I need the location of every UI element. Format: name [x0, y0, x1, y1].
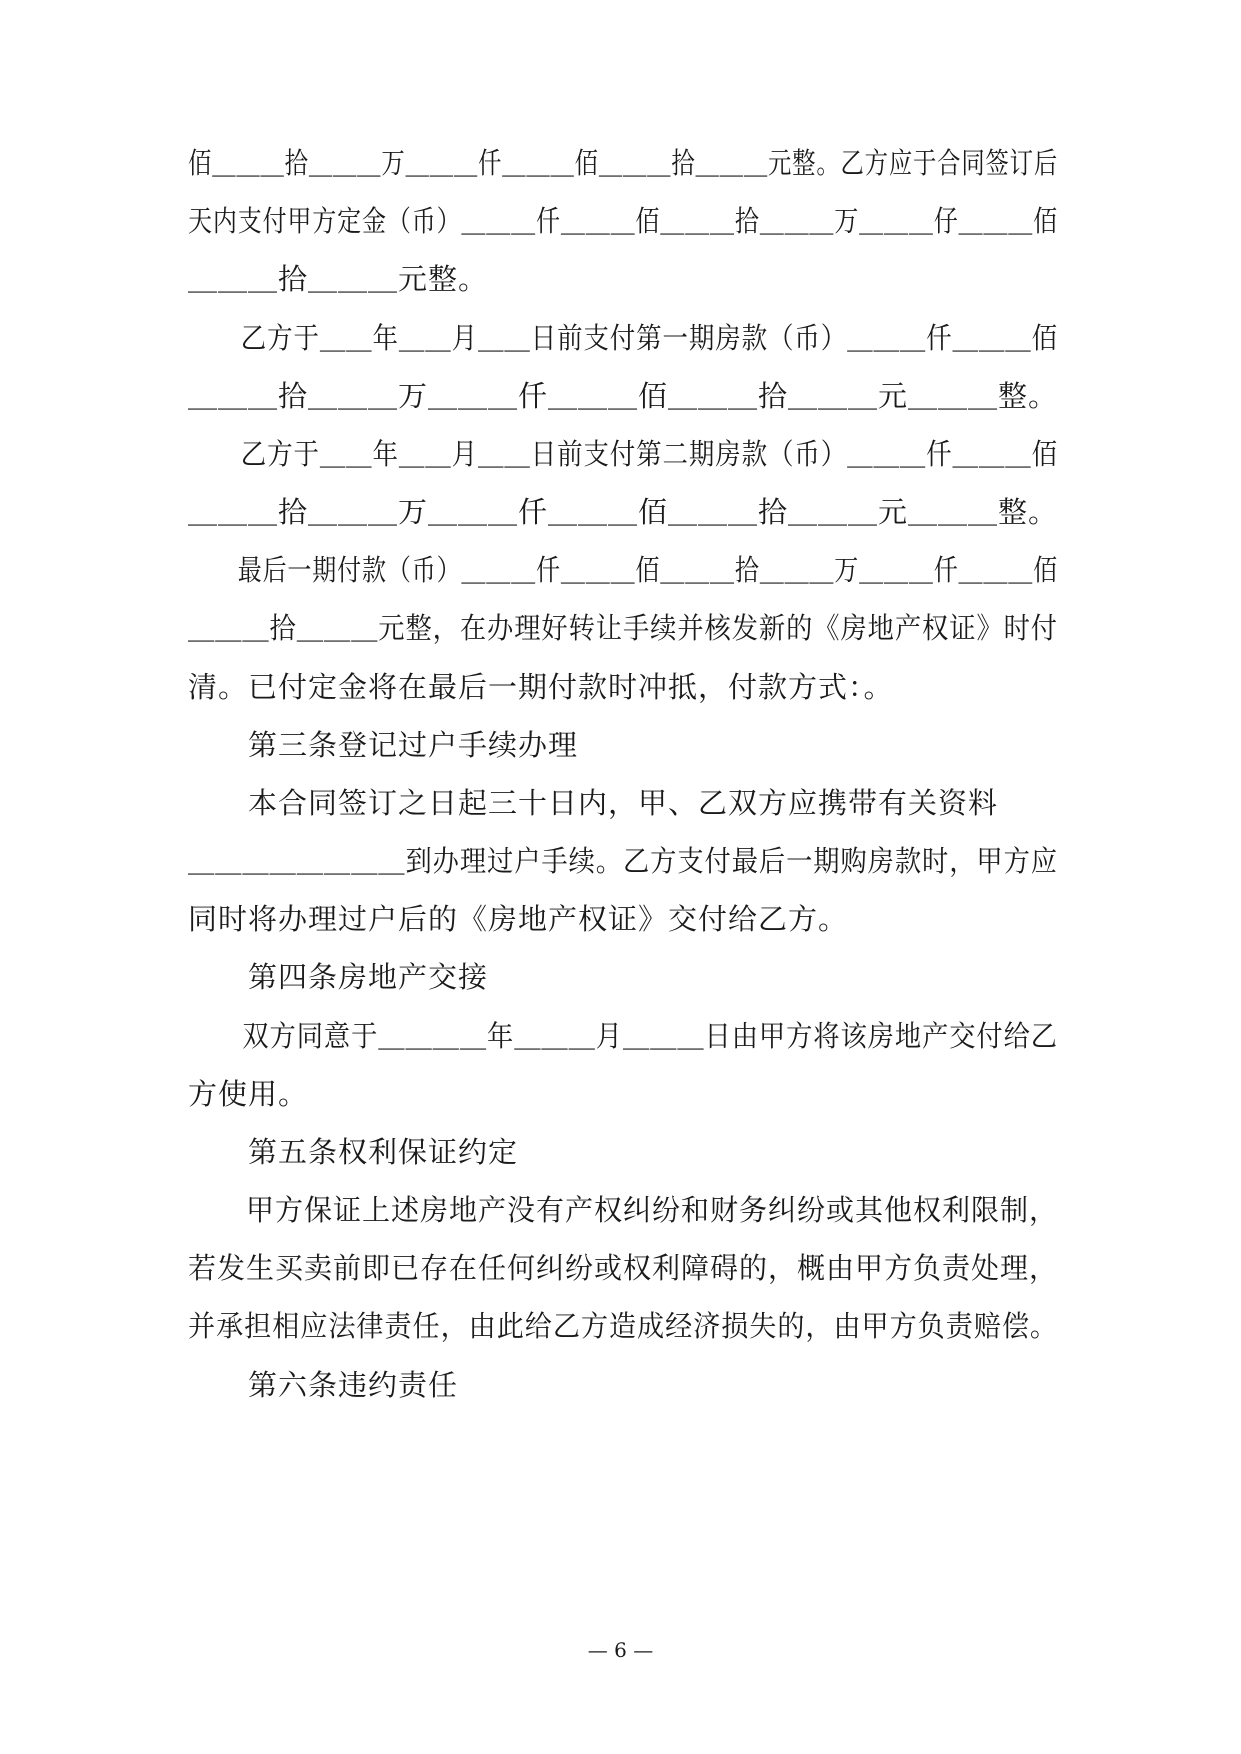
text-line: 佰＿＿＿拾＿＿＿万＿＿＿仟＿＿＿佰＿＿＿拾＿＿＿元整。乙方应于合同签订后: [188, 146, 1058, 180]
section-heading: 第三条登记过户手续办理: [188, 728, 579, 762]
text-line: 最后一期付款（币）＿＿＿仟＿＿＿佰＿＿＿拾＿＿＿万＿＿＿仟＿＿＿佰: [188, 553, 1058, 587]
text-line: ＿＿＿拾＿＿＿万＿＿＿仟＿＿＿佰＿＿＿拾＿＿＿元＿＿＿整。: [188, 495, 1058, 529]
text-line: 方使用。: [188, 1077, 309, 1111]
text-line: 双方同意于＿＿＿＿年＿＿＿月＿＿＿日由甲方将该房地产交付给乙: [188, 1019, 1058, 1053]
text-line: ＿＿＿＿＿＿＿＿到办理过户手续。乙方支付最后一期购房款时，甲方应: [188, 844, 1058, 878]
section-heading: 第六条违约责任: [188, 1368, 459, 1402]
text-line: 并承担相应法律责任，由此给乙方造成经济损失的，由甲方负责赔偿。: [188, 1309, 1058, 1343]
section-heading: 第五条权利保证约定: [188, 1135, 519, 1169]
text-line: 若发生买卖前即已存在任何纠纷或权利障碍的，概由甲方负责处理，: [188, 1251, 1058, 1285]
section-heading: 第四条房地产交接: [188, 960, 489, 994]
text-line: 天内支付甲方定金（币）＿＿＿仟＿＿＿佰＿＿＿拾＿＿＿万＿＿＿仔＿＿＿佰: [188, 204, 1058, 238]
text-line: 清。已付定金将在最后一期付款时冲抵，付款方式：。: [188, 670, 894, 704]
text-line: 乙方于＿＿年＿＿月＿＿日前支付第一期房款（币）＿＿＿仟＿＿＿佰: [188, 321, 1058, 355]
page-number: — 6 —: [587, 1638, 654, 1662]
text-line: ＿＿＿拾＿＿＿万＿＿＿仟＿＿＿佰＿＿＿拾＿＿＿元＿＿＿整。: [188, 379, 1058, 413]
text-line: 本合同签订之日起三十日内，甲、乙双方应携带有关资料: [188, 786, 999, 820]
text-line: 同时将办理过户后的《房地产权证》交付给乙方。: [188, 902, 849, 936]
text-line: 甲方保证上述房地产没有产权纠纷和财务纠纷或其他权利限制，: [188, 1193, 1058, 1227]
text-line: ＿＿＿拾＿＿＿元整，在办理好转让手续并核发新的《房地产权证》时付: [188, 611, 1058, 645]
text-line: 乙方于＿＿年＿＿月＿＿日前支付第二期房款（币）＿＿＿仟＿＿＿佰: [188, 437, 1058, 471]
text-line: ＿＿＿拾＿＿＿元整。: [188, 262, 489, 296]
